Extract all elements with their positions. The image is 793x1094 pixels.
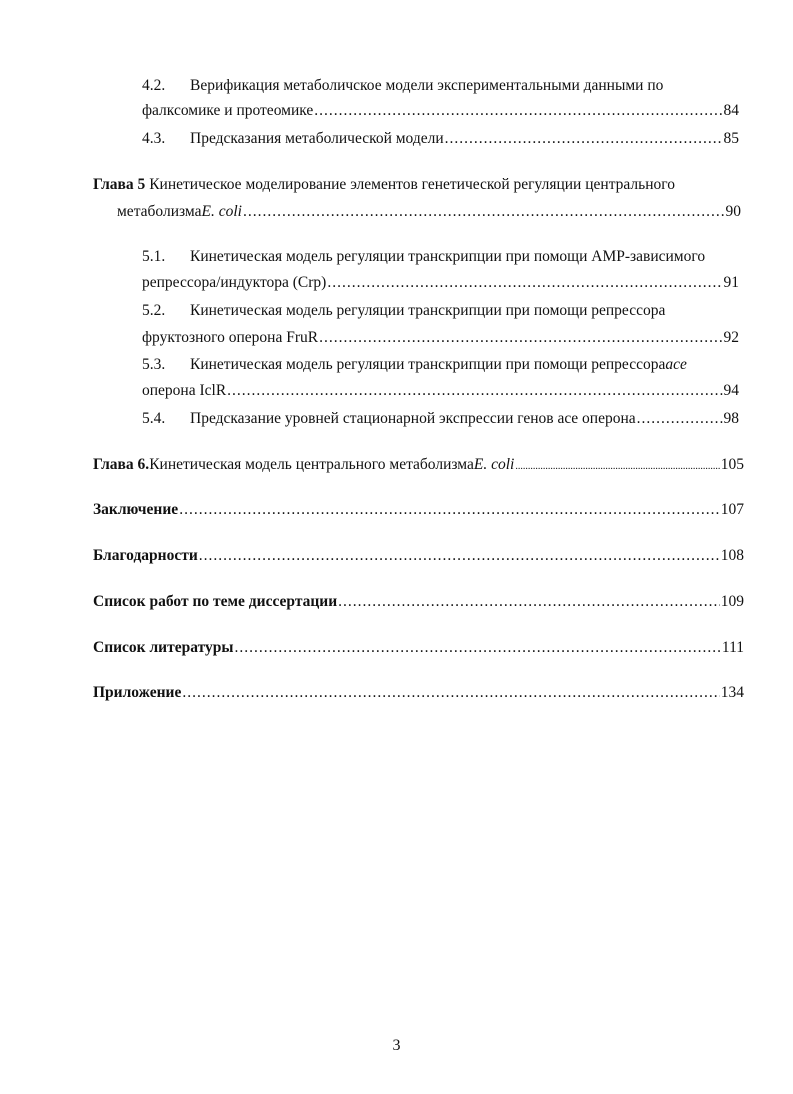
- section-title-continuation: фалксомике и протеомике: [142, 102, 314, 119]
- leader-dots: [314, 102, 722, 120]
- page-ref: 92: [723, 329, 739, 346]
- leader-dots: [637, 410, 723, 428]
- operon-name: ace: [665, 356, 687, 373]
- toc-entry-5-3-continuation: [142, 382, 739, 400]
- leader-dots: [234, 639, 720, 657]
- section-title: Кинетическая модель регуляции транскрипции при помощи репрессора: [190, 356, 666, 373]
- section-title: Кинетическая модель регуляции транскрипции при помощи репрессора: [190, 302, 666, 319]
- leader-dots: [199, 547, 720, 565]
- section-number: 5.2.: [142, 302, 166, 319]
- section-title-continuation: репрессора/индуктора (Crp): [142, 274, 327, 291]
- page-ref: 105: [720, 456, 744, 473]
- section-title: Предсказания метаболической модели: [190, 130, 444, 147]
- section-number: 5.1.: [142, 248, 166, 265]
- chapter-label: Глава 6.: [93, 456, 150, 473]
- toc-conclusion: [93, 501, 744, 519]
- leader-dots: [243, 203, 725, 221]
- section-title: Верификация метаболичское модели экспериментальными данными по: [190, 77, 664, 94]
- section-title: Список литературы: [93, 639, 234, 656]
- leader-dots: [338, 593, 720, 611]
- chapter-title-continuation: метаболизма: [117, 203, 202, 220]
- section-title: Благодарности: [93, 547, 198, 564]
- toc-appendix: [93, 684, 744, 702]
- toc-chapter-6: [93, 456, 744, 474]
- toc-entry-5-1: [142, 248, 742, 266]
- toc-entry-5-3: [142, 356, 742, 374]
- leader-dots: [319, 329, 722, 347]
- page-ref: 111: [721, 639, 744, 656]
- page-ref: 98: [723, 410, 739, 427]
- page-ref: 84: [723, 102, 739, 119]
- section-title: Список работ по теме диссертации: [93, 593, 338, 610]
- toc-entry-4-2: [142, 77, 742, 95]
- leader-dots: [227, 382, 722, 400]
- page-ref: 134: [720, 684, 744, 701]
- toc-entry-5-1-continuation: [142, 274, 739, 292]
- leader-dots: [515, 461, 719, 472]
- leader-dots: [179, 501, 720, 519]
- section-number: 5.4.: [142, 410, 166, 427]
- page-ref: 91: [723, 274, 739, 291]
- toc-publications: [93, 593, 744, 611]
- page-ref: 108: [720, 547, 744, 564]
- section-title-continuation: оперона IclR: [142, 382, 227, 399]
- toc-entry-4-3: [142, 130, 739, 148]
- chapter-title: Кинетическое моделирование элементов генетической регуляции центрального: [149, 176, 675, 193]
- leader-dots: [182, 684, 719, 702]
- toc-chapter-5-continuation: [117, 203, 741, 221]
- section-title-continuation: фруктозного оперона FruR: [142, 329, 319, 346]
- organism-name: E. coli: [473, 456, 515, 473]
- page-ref: 90: [725, 203, 741, 220]
- chapter-title: Кинетическая модель центрального метаболизма: [149, 456, 474, 473]
- section-title: Приложение: [93, 684, 182, 701]
- section-title: Кинетическая модель регуляции транскрипции при помощи AMP-зависимого: [190, 248, 706, 265]
- toc-references: [93, 639, 744, 657]
- toc-entry-5-2-continuation: [142, 329, 739, 347]
- section-number: 4.3.: [142, 130, 166, 147]
- page-ref: 109: [720, 593, 744, 610]
- section-title: Предсказание уровней стационарной экспрессии генов ace оперона: [190, 410, 636, 427]
- chapter-label: Глава 5: [93, 176, 146, 193]
- page-ref: 85: [723, 130, 739, 147]
- toc-acknowledgements: [93, 547, 744, 565]
- page-ref: 107: [720, 501, 744, 518]
- section-title: Заключение: [93, 501, 179, 518]
- organism-name: E. coli: [201, 203, 242, 220]
- toc-entry-5-4: [142, 410, 739, 428]
- page-number: 3: [392, 1037, 401, 1054]
- toc-entry-5-2: [142, 302, 742, 320]
- section-number: 5.3.: [142, 356, 166, 373]
- toc-entry-4-2-continuation: [142, 102, 739, 120]
- leader-dots: [327, 274, 722, 292]
- toc-chapter-5: [93, 176, 743, 194]
- section-number: 4.2.: [142, 77, 166, 94]
- page-ref: 94: [723, 382, 739, 399]
- leader-dots: [445, 130, 723, 148]
